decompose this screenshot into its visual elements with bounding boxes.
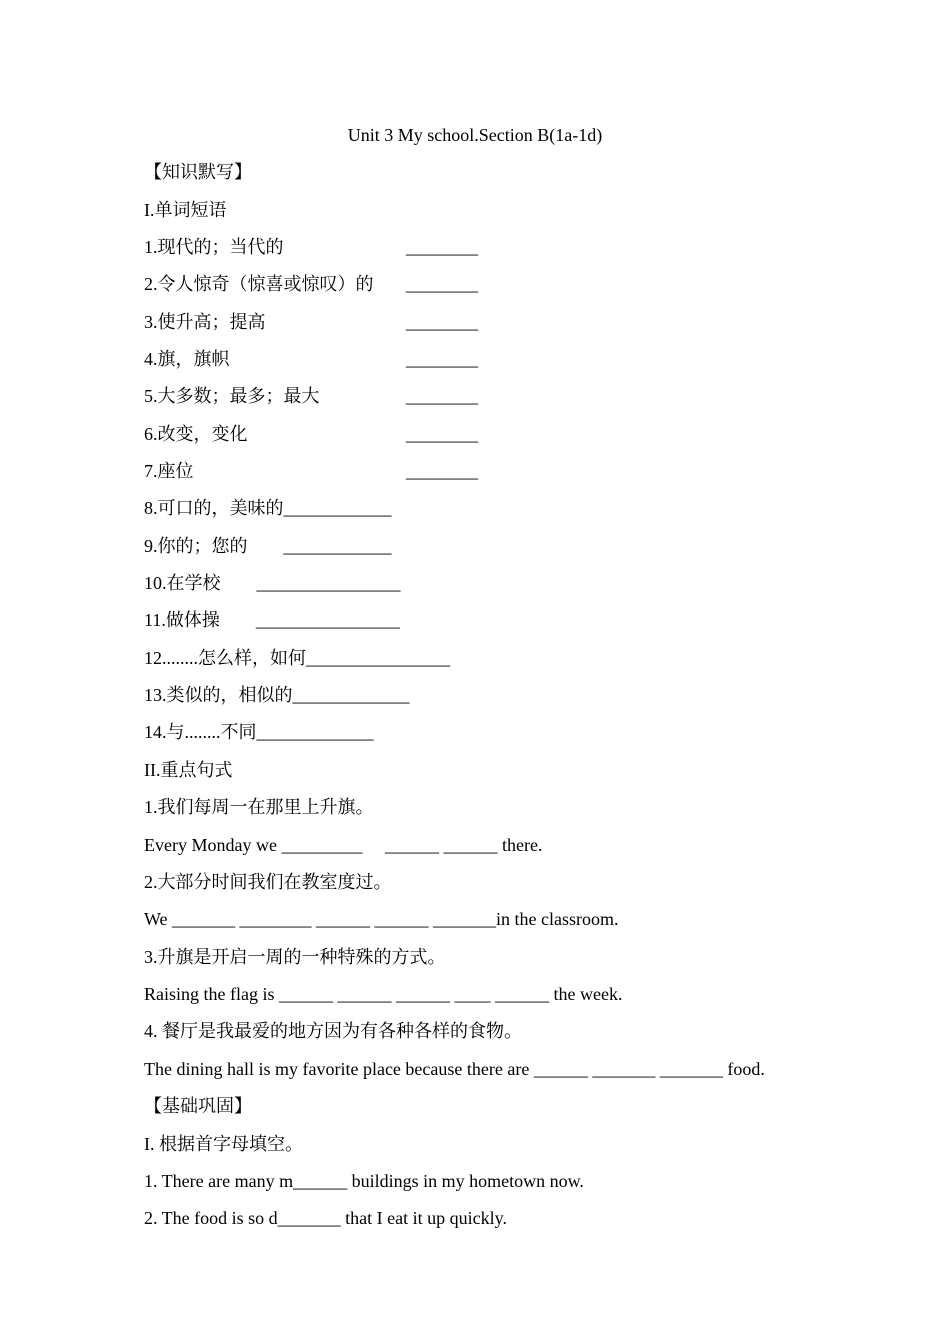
answer-blank: ________ xyxy=(406,424,478,444)
vocab-item: 13.类似的，相似的_____________ xyxy=(144,685,410,705)
vocab-label: 7.座位 xyxy=(144,461,194,481)
sentence-chinese: 4. 餐厅是我最爱的地方因为有各种各样的食物。 xyxy=(144,1021,522,1041)
exercise-heading: I. 根据首字母填空。 xyxy=(144,1134,303,1154)
answer-blank: ________ xyxy=(406,461,478,481)
vocab-item xyxy=(144,459,478,483)
answer-blank: ________ xyxy=(406,274,478,294)
vocab-item xyxy=(144,347,478,371)
answer-blank: ________ xyxy=(406,312,478,332)
section-heading-recall: 【知识默写】 xyxy=(144,162,252,182)
sentence-chinese: 2.大部分时间我们在教室度过。 xyxy=(144,872,392,892)
section-heading-basic: 【基础巩固】 xyxy=(144,1096,252,1116)
exercise-item: 2. The food is so d_______ that I eat it up quickly. xyxy=(144,1208,507,1228)
page-title: Unit 3 My school.Section B(1a-1d) xyxy=(347,125,603,145)
vocab-item xyxy=(144,384,478,408)
answer-blank: ________ xyxy=(406,237,478,257)
part1-heading: I.单词短语 xyxy=(144,200,227,220)
answer-blank: ________ xyxy=(406,386,478,406)
sentence-english: Every Monday we _________ ______ ______ there. xyxy=(144,835,543,855)
sentence-chinese: 1.我们每周一在那里上升旗。 xyxy=(144,797,374,817)
vocab-label: 1.现代的；当代的 xyxy=(144,237,284,257)
vocab-label: 3.使升高；提高 xyxy=(144,312,266,332)
vocab-label: 6.改变，变化 xyxy=(144,424,248,444)
answer-blank: ________ xyxy=(406,349,478,369)
vocab-label: 2.令人惊奇（惊喜或惊叹）的 xyxy=(144,274,374,294)
sentence-english: Raising the flag is ______ ______ ______ ____ ______ the week. xyxy=(144,984,623,1004)
vocab-item: 12........怎么样，如何________________ xyxy=(144,648,450,668)
vocab-item xyxy=(144,422,478,446)
vocab-label: 4.旗，旗帜 xyxy=(144,349,230,369)
exercise-item: 1. There are many m______ buildings in my hometown now. xyxy=(144,1171,584,1191)
sentence-english: The dining hall is my favorite place because there are ______ _______ _______ food. xyxy=(144,1059,765,1079)
vocab-item: 11.做体操 ________________ xyxy=(144,610,400,630)
vocab-item: 14.与........不同_____________ xyxy=(144,722,374,742)
vocab-item xyxy=(144,310,478,334)
part2-heading: II.重点句式 xyxy=(144,760,233,780)
sentence-chinese: 3.升旗是开启一周的一种特殊的方式。 xyxy=(144,947,446,967)
vocab-item: 9.你的；您的 ____________ xyxy=(144,536,392,556)
sentence-english: We _______ ________ ______ ______ _______in the classroom. xyxy=(144,909,619,929)
vocab-item: 8.可口的，美味的____________ xyxy=(144,498,392,518)
vocab-label: 5.大多数；最多；最大 xyxy=(144,386,320,406)
vocab-item: 10.在学校 ________________ xyxy=(144,573,401,593)
vocab-item xyxy=(144,235,478,259)
vocab-item xyxy=(144,272,478,296)
